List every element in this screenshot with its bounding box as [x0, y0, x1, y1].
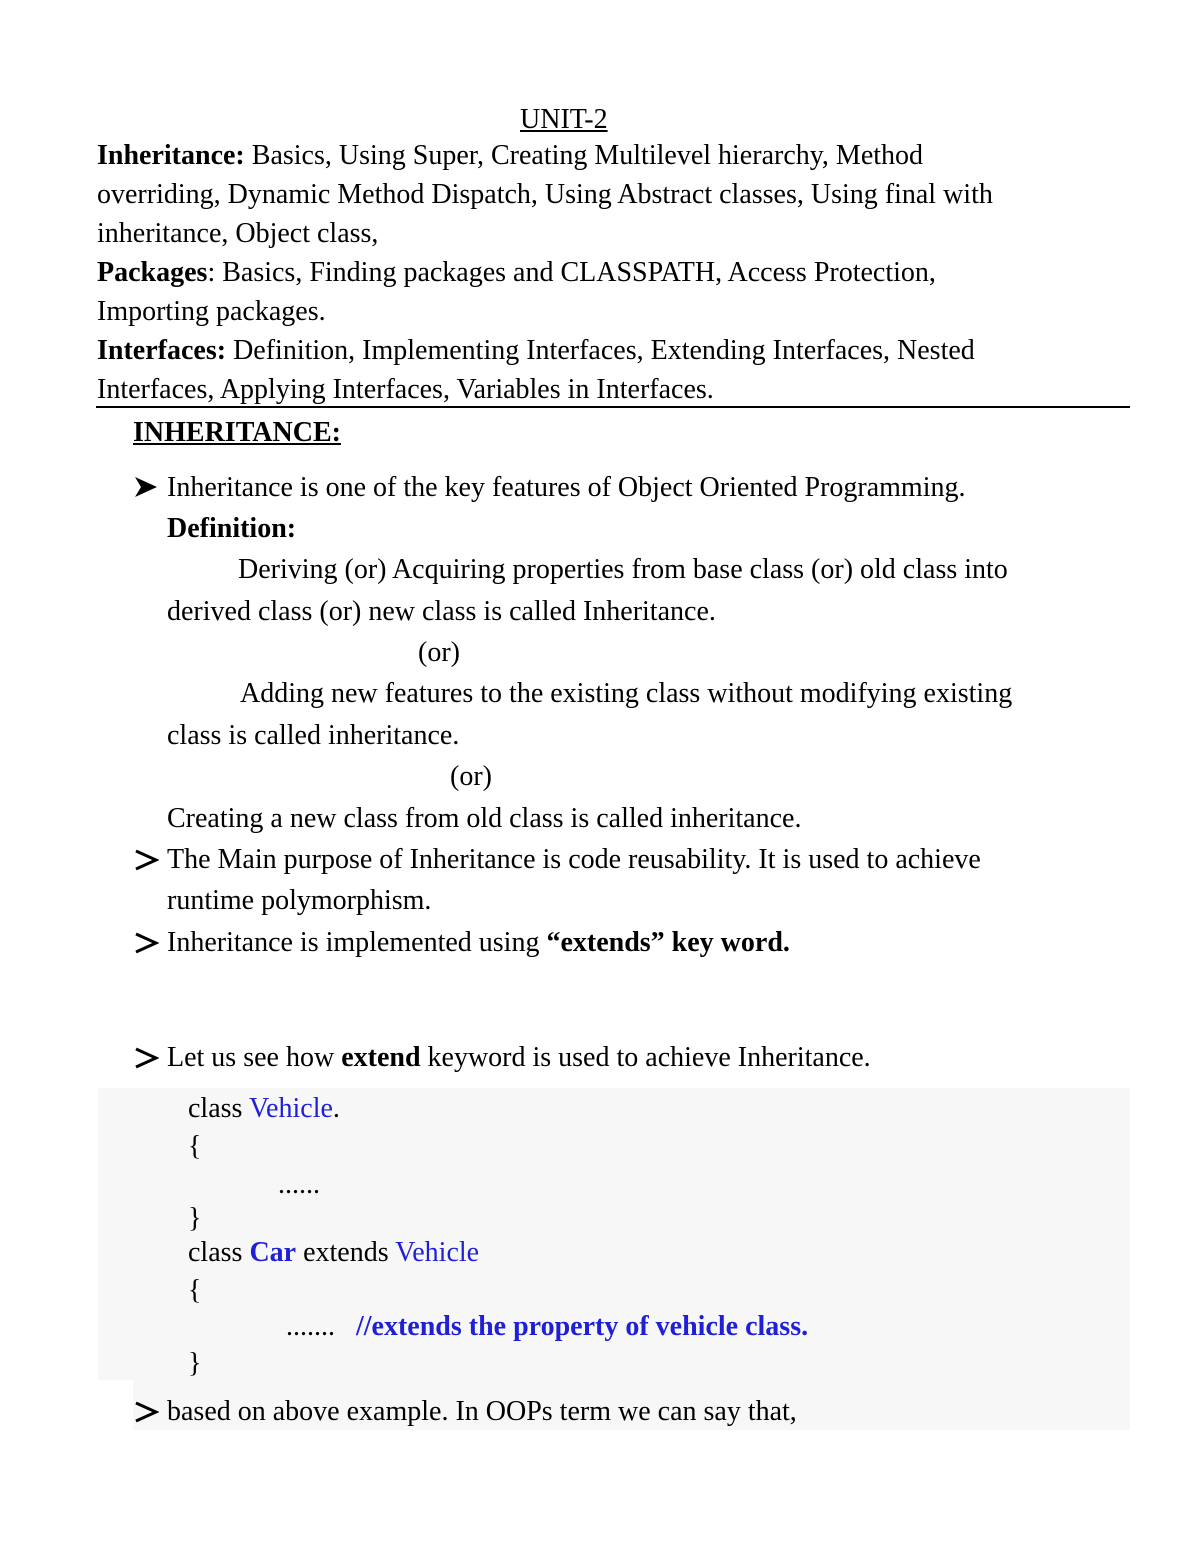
packages-topics-line-2: Importing packages.: [97, 296, 326, 327]
definition-1-line-2: derived class (or) new class is called Inheritance.: [167, 596, 716, 627]
code-dots-1: ......: [278, 1169, 320, 1200]
section-heading: INHERITANCE:: [133, 417, 341, 448]
definition-1-line-1: Deriving (or) Acquiring properties from base class (or) old class into: [238, 554, 1008, 585]
code-class-name-vehicle: Vehicle: [248, 1093, 333, 1124]
inheritance-topics-line-2: overriding, Dynamic Method Dispatch, Using Abstract classes, Using final with: [97, 179, 993, 210]
inheritance-label: Inheritance:: [97, 140, 245, 171]
packages-topics-line-1: [97, 253, 936, 292]
code-close-brace-2: }: [188, 1348, 202, 1379]
code-dot: .: [332, 1093, 340, 1124]
code-line-comment: [286, 1307, 808, 1346]
packages-label: Packages: [97, 257, 208, 288]
bullet-extends-text: Inheritance is implemented using: [167, 927, 547, 958]
or-separator-2: (or): [450, 761, 492, 792]
code-close-brace-1: }: [188, 1203, 202, 1234]
code-line-class-car: [188, 1233, 479, 1272]
bullet-extend-usage-bold: extend: [341, 1042, 421, 1073]
arrow-bullet-icon: [133, 1400, 159, 1424]
interfaces-label: Interfaces:: [97, 335, 227, 366]
code-keyword-extends: extends: [303, 1237, 389, 1268]
bullet-key-feature: Inheritance is one of the key features of Object Oriented Programming.: [167, 472, 966, 503]
unit-title: UNIT-2: [520, 104, 608, 135]
inheritance-topics-text: Basics, Using Super, Creating Multilevel hierarchy, Method: [244, 140, 924, 171]
bullet-main-purpose-line-1: The Main purpose of Inheritance is code reusability. It is used to achieve: [167, 844, 981, 875]
definition-3: Creating a new class from old class is called inheritance.: [167, 803, 802, 834]
bullet-main-purpose-line-2: runtime polymorphism.: [167, 885, 432, 916]
code-comment: //extends the property of vehicle class.: [356, 1311, 809, 1342]
code-open-brace-2: {: [188, 1275, 202, 1306]
bullet-extends-keyword: [167, 923, 790, 962]
interfaces-topics-text: Definition, Implementing Interfaces, Extending Interfaces, Nested: [226, 335, 975, 366]
or-separator-1: (or): [418, 637, 460, 668]
arrow-bullet-icon: [133, 931, 159, 955]
code-class-name-vehicle: Vehicle: [395, 1237, 480, 1268]
arrow-bullet-icon: [133, 848, 159, 872]
inheritance-topics-line-3: inheritance, Object class,: [97, 218, 379, 249]
code-class-name-car: Car: [249, 1237, 297, 1268]
code-keyword-class: class: [188, 1093, 243, 1124]
bullet-extend-usage-post: keyword is used to achieve Inheritance.: [420, 1042, 871, 1073]
bullet-extend-usage: [167, 1038, 871, 1077]
code-open-brace-1: {: [188, 1131, 202, 1162]
packages-topics-text: : Basics, Finding packages and CLASSPATH, Access Protection,: [207, 257, 936, 288]
bullet-oops-term: based on above example. In OOPs term we can say that,: [167, 1396, 797, 1427]
interfaces-topics-line-1: [97, 331, 975, 370]
code-dots-2: .......: [286, 1311, 335, 1342]
arrow-bullet-icon: [133, 475, 159, 499]
interfaces-topics-line-2: Interfaces, Applying Interfaces, Variables in Interfaces.: [97, 374, 714, 405]
code-keyword-class: class: [188, 1237, 243, 1268]
bullet-extend-usage-pre: Let us see how: [167, 1042, 342, 1073]
definition-2-line-1: Adding new features to the existing class without modifying existing: [240, 678, 1013, 709]
inheritance-topics-line-1: [97, 136, 923, 175]
bullet-extends-bold: “extends” key word.: [546, 927, 790, 958]
definition-label: Definition:: [167, 513, 297, 544]
header-divider: [96, 406, 1130, 408]
definition-2-line-2: class is called inheritance.: [167, 720, 460, 751]
arrow-bullet-icon: [133, 1046, 159, 1070]
code-line-class-vehicle: [188, 1089, 340, 1128]
